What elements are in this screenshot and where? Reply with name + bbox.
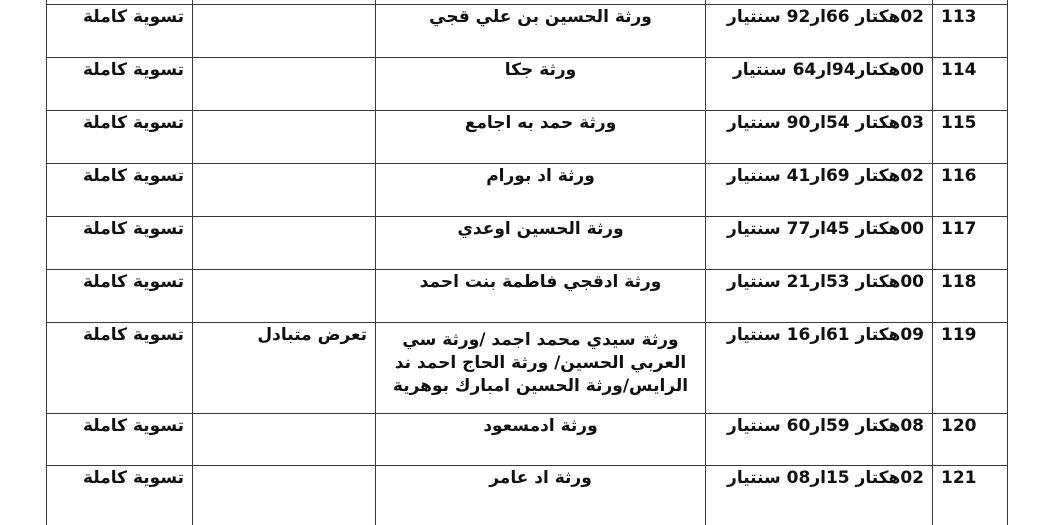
area-value: 00هكتار 45ار77 سنتيار (727, 219, 924, 239)
status-text: تسوية كاملة (83, 272, 184, 292)
heirs-name: ورثة اد عامر (489, 468, 592, 488)
heirs-name: ورثة جكا (504, 60, 577, 80)
table-row (47, 58, 1008, 111)
status-text: تسوية كاملة (83, 166, 184, 186)
status-cell (47, 58, 193, 111)
heirs-name-line: الرايس/ورثة الحسين امبارك بوهرية (392, 376, 689, 396)
number-cell (933, 323, 1008, 414)
status-cell (47, 217, 193, 270)
status-cell (47, 5, 193, 58)
heirs-name: ورثة الحسين بن علي قجي (429, 7, 652, 27)
area-value: 08هكتار 59ار60 سنتيار (727, 416, 924, 436)
name-cell (376, 323, 706, 414)
number-cell (933, 58, 1008, 111)
note-cell (193, 164, 376, 217)
name-cell (376, 58, 706, 111)
area-value: 09هكتار 61ار16 سنتيار (727, 325, 924, 345)
name-cell (376, 164, 706, 217)
area-cell (706, 217, 933, 270)
note-cell (193, 270, 376, 323)
area-cell (706, 466, 933, 525)
heirs-name: ورثة ادمسعود (483, 416, 598, 436)
table-row (47, 466, 1008, 525)
name-cell (376, 217, 706, 270)
name-cell (376, 466, 706, 525)
row-number: 118 (941, 272, 977, 292)
area-value: 02هكتار 66ار92 سنتيار (727, 7, 924, 27)
number-cell (933, 164, 1008, 217)
heirs-name: ورثة حمد به اجامع (464, 113, 617, 133)
number-cell (933, 217, 1008, 270)
status-text: تسوية كاملة (83, 60, 184, 80)
note-cell (193, 5, 376, 58)
table-row (47, 323, 1008, 414)
status-cell (47, 270, 193, 323)
status-text: تسوية كاملة (83, 7, 184, 27)
row-number: 120 (941, 416, 977, 436)
row-number: 115 (941, 113, 977, 133)
number-cell (933, 270, 1008, 323)
area-value: 02هكتار 69ار41 سنتيار (727, 166, 924, 186)
table-row (47, 164, 1008, 217)
row-number: 121 (941, 468, 977, 488)
area-value: 02هكتار 15ار08 سنتيار (727, 468, 924, 488)
table-row (47, 5, 1008, 58)
status-text: تسوية كاملة (83, 325, 184, 345)
table-row (47, 414, 1008, 466)
note-cell (193, 217, 376, 270)
land-register-table (46, 0, 1008, 525)
status-cell (47, 111, 193, 164)
area-cell (706, 270, 933, 323)
name-cell (376, 5, 706, 58)
status-text: تسوية كاملة (83, 468, 184, 488)
name-cell (376, 111, 706, 164)
note-cell (193, 466, 376, 525)
note-cell (193, 414, 376, 466)
heirs-name-line: العربي الحسين/ ورثة الحاج احمد ند (394, 353, 687, 373)
row-number: 116 (941, 166, 977, 186)
area-cell (706, 5, 933, 58)
number-cell (933, 466, 1008, 525)
heirs-name: ورثة ادقجي فاطمة بنت احمد (419, 272, 662, 292)
table-row (47, 270, 1008, 323)
area-value: 00هكتار 53ار21 سنتيار (727, 272, 924, 292)
area-cell (706, 323, 933, 414)
status-cell (47, 466, 193, 525)
area-cell (706, 111, 933, 164)
number-cell (933, 5, 1008, 58)
number-cell (933, 414, 1008, 466)
heirs-name: ورثة اد بورام (486, 166, 595, 186)
row-number: 114 (941, 60, 977, 80)
area-value: 03هكتار 54ار90 سنتيار (727, 113, 924, 133)
status-text: تسوية كاملة (83, 219, 184, 239)
heirs-name-line: ورثة سيدي محمد اجمد /ورثة سي (402, 330, 679, 350)
status-cell (47, 323, 193, 414)
area-cell (706, 414, 933, 466)
area-cell (706, 58, 933, 111)
note-cell (193, 58, 376, 111)
name-cell (376, 270, 706, 323)
row-number: 119 (941, 325, 977, 345)
number-cell (933, 111, 1008, 164)
table-row (47, 111, 1008, 164)
area-cell (706, 164, 933, 217)
row-number: 113 (941, 7, 977, 27)
name-cell (376, 414, 706, 466)
status-text: تسوية كاملة (83, 113, 184, 133)
heirs-name: ورثة الحسين اوعدي (457, 219, 624, 239)
status-cell (47, 414, 193, 466)
note-cell (193, 111, 376, 164)
status-text: تسوية كاملة (83, 416, 184, 436)
note-text: تعرض متبادل (257, 325, 367, 345)
row-number: 117 (941, 219, 977, 239)
note-cell (193, 323, 376, 414)
table-row (47, 217, 1008, 270)
area-value: 00هكتار94ار64 سنتيار (732, 60, 924, 80)
status-cell (47, 164, 193, 217)
